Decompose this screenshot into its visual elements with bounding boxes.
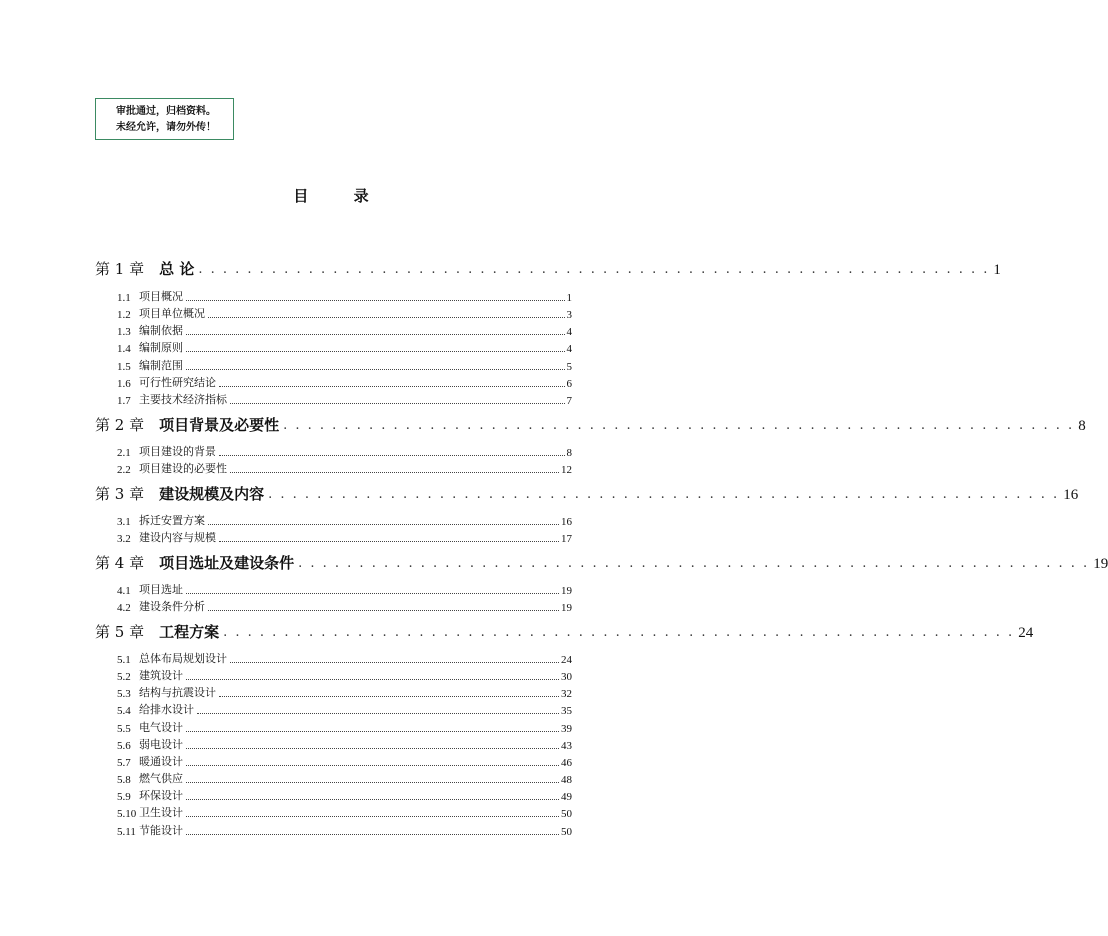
section-page-number: 12 [561, 464, 572, 477]
section-number: 5.7 [117, 756, 131, 769]
section-title: 电气设计 [139, 720, 183, 734]
section-number: 1.2 [117, 309, 131, 322]
toc-section-2-1[interactable] [117, 443, 572, 459]
section-title: 给排水设计 [139, 703, 194, 717]
section-page-number: 16 [561, 516, 572, 528]
section-number: 5.3 [117, 688, 131, 701]
chapter-number: 第 5 章 [95, 623, 145, 641]
leader-dots: . . . . . . . . . . . . . . . . . . . . . . . . . . . . . . . . . . . . . . . . . . . . . . . . . . . . . . . . . . . . . . . . . [198, 262, 990, 277]
section-title: 节能设计 [139, 823, 183, 837]
section-page-number: 6 [566, 377, 572, 390]
section-title: 主要技术经济指标 [139, 392, 227, 406]
leader-dots [197, 712, 559, 714]
leader-dots [186, 815, 559, 817]
section-number: 4.1 [117, 585, 131, 597]
toc-section-5-2[interactable] [117, 667, 572, 683]
section-title: 编制依据 [139, 324, 183, 338]
section-page-number: 39 [561, 722, 572, 735]
section-title: 建筑设计 [139, 669, 183, 683]
section-title: 项目单位概况 [139, 307, 205, 321]
leader-dots [186, 833, 559, 835]
section-number: 3.1 [117, 516, 131, 528]
toc-section-1-1[interactable] [117, 288, 572, 304]
section-number: 5.5 [117, 722, 131, 735]
section-page-number: 19 [561, 585, 572, 597]
section-number: 5.11 [117, 825, 136, 838]
section-number: 1.6 [117, 377, 131, 390]
section-page-number: 35 [561, 705, 572, 718]
leader-dots [186, 592, 559, 594]
leader-dots [219, 454, 565, 456]
section-number: 1.1 [117, 292, 131, 304]
section-number: 5.10 [117, 808, 137, 821]
notice-line-1: 审批通过，归档资料。 [116, 106, 216, 117]
section-title: 项目选址 [139, 583, 183, 596]
chapter-title: 项目选址及建设条件 [159, 554, 295, 572]
leader-dots [230, 402, 565, 404]
section-title: 环保设计 [139, 789, 183, 803]
toc-section-4-1[interactable] [117, 581, 572, 597]
section-number: 5.9 [117, 791, 131, 804]
section-number: 5.8 [117, 774, 131, 787]
section-title: 编制原则 [139, 341, 183, 355]
leader-dots [186, 299, 565, 301]
leader-dots [219, 540, 559, 542]
toc-section-5-1[interactable] [117, 650, 572, 666]
toc-chapter-2[interactable] [95, 413, 1086, 435]
section-page-number: 5 [566, 360, 572, 373]
toc-section-3-1[interactable] [117, 512, 572, 528]
toc-chapter-3[interactable] [95, 482, 1079, 504]
toc-section-5-7[interactable] [117, 753, 572, 769]
section-page-number: 48 [561, 774, 572, 787]
chapter-number: 第 1 章 [95, 260, 145, 278]
chapter-number: 第 4 章 [95, 554, 145, 572]
toc-section-1-5[interactable] [117, 357, 572, 373]
section-number: 1.3 [117, 326, 131, 339]
leader-dots [219, 695, 559, 697]
section-number: 1.7 [117, 394, 131, 407]
section-title: 卫生设计 [139, 806, 183, 820]
section-title: 总体布局规划设计 [139, 652, 227, 665]
leader-dots [186, 764, 559, 766]
leader-dots [186, 678, 559, 680]
leader-dots [186, 368, 565, 370]
toc-section-5-6[interactable] [117, 736, 572, 752]
leader-dots [208, 523, 559, 525]
confidential-notice-box [95, 98, 234, 140]
section-page-number: 24 [561, 654, 572, 666]
section-page-number: 3 [566, 309, 572, 322]
toc-chapter-4[interactable] [95, 551, 1108, 573]
section-title: 结构与抗震设计 [139, 686, 216, 700]
leader-dots [219, 385, 565, 387]
toc-section-2-2[interactable] [117, 460, 572, 476]
toc-section-5-11[interactable] [117, 822, 572, 838]
toc-section-1-4[interactable] [117, 339, 572, 355]
chapter-page-number: 16 [1063, 487, 1079, 503]
section-page-number: 4 [566, 326, 572, 339]
leader-dots [208, 316, 565, 318]
chapter-page-number: 24 [1018, 625, 1034, 641]
chapter-page-number: 19 [1093, 556, 1108, 572]
section-number: 4.2 [117, 602, 131, 615]
leader-dots [230, 471, 559, 473]
section-page-number: 30 [561, 671, 572, 684]
notice-line-2: 未经允许，请勿外传！ [116, 122, 216, 133]
section-number: 1.5 [117, 360, 131, 373]
toc-section-5-5[interactable] [117, 719, 572, 735]
leader-dots: . . . . . . . . . . . . . . . . . . . . . . . . . . . . . . . . . . . . . . . . . . . . . . . . . . . . . . . . . . . . . . . . . [268, 487, 1060, 502]
section-page-number: 1 [566, 292, 572, 304]
toc-section-1-3[interactable] [117, 322, 572, 338]
section-page-number: 8 [566, 447, 572, 459]
leader-dots [186, 781, 559, 783]
leader-dots [186, 350, 565, 352]
section-title: 拆迁安置方案 [139, 514, 205, 527]
chapter-number: 第 3 章 [95, 485, 145, 503]
section-title: 项目概况 [139, 290, 183, 303]
leader-dots [186, 747, 559, 749]
section-title: 可行性研究结论 [139, 375, 216, 389]
section-page-number: 43 [561, 739, 572, 752]
section-number: 5.1 [117, 654, 131, 666]
leader-dots: . . . . . . . . . . . . . . . . . . . . . . . . . . . . . . . . . . . . . . . . . . . . . . . . . . . . . . . . . . . . . . . . . [283, 418, 1075, 433]
section-page-number: 17 [561, 533, 572, 546]
chapter-page-number: 1 [993, 262, 1001, 278]
section-number: 2.1 [117, 447, 131, 459]
chapter-title: 建设规模及内容 [159, 485, 265, 503]
section-number: 3.2 [117, 533, 131, 546]
section-page-number: 46 [561, 756, 572, 769]
toc-section-5-10[interactable] [117, 804, 572, 820]
leader-dots: . . . . . . . . . . . . . . . . . . . . . . . . . . . . . . . . . . . . . . . . . . . . . . . . . . . . . . . . . . . . . . . . . [298, 556, 1090, 571]
leader-dots [186, 798, 559, 800]
chapter-title: 总 论 [159, 260, 195, 278]
section-title: 燃气供应 [139, 772, 183, 786]
toc-chapter-1[interactable] [95, 257, 1001, 279]
section-page-number: 50 [561, 825, 572, 838]
section-title: 编制范围 [139, 358, 183, 372]
leader-dots [186, 333, 565, 335]
section-page-number: 7 [566, 394, 572, 407]
section-page-number: 4 [566, 343, 572, 356]
section-number: 5.4 [117, 705, 131, 718]
section-page-number: 50 [561, 808, 572, 821]
toc-section-5-3[interactable] [117, 684, 572, 700]
chapter-title: 工程方案 [159, 623, 220, 641]
section-page-number: 19 [561, 602, 572, 615]
section-title: 项目建设的背景 [139, 445, 216, 458]
chapter-number: 第 2 章 [95, 416, 145, 434]
toc-section-4-2[interactable] [117, 598, 572, 614]
section-title: 弱电设计 [139, 737, 183, 751]
toc-section-1-7[interactable] [117, 391, 572, 407]
chapter-page-number: 8 [1078, 418, 1086, 434]
section-title: 项目建设的必要性 [139, 462, 227, 476]
chapter-title: 项目背景及必要性 [159, 416, 280, 434]
toc-section-1-6[interactable] [117, 374, 572, 390]
toc-section-3-2[interactable] [117, 529, 572, 545]
toc-chapter-5[interactable] [95, 620, 1034, 642]
toc-title: 目 录 [293, 187, 389, 205]
section-title: 建设内容与规模 [139, 531, 216, 545]
leader-dots [230, 661, 559, 663]
leader-dots: . . . . . . . . . . . . . . . . . . . . . . . . . . . . . . . . . . . . . . . . . . . . . . . . . . . . . . . . . . . . . . . . . [223, 625, 1015, 640]
section-title: 建设条件分析 [139, 600, 205, 614]
section-number: 5.2 [117, 671, 131, 684]
section-number: 1.4 [117, 343, 131, 356]
section-title: 暖通设计 [139, 754, 183, 768]
toc-section-5-4[interactable] [117, 701, 572, 717]
leader-dots [186, 730, 559, 732]
section-number: 5.6 [117, 739, 131, 752]
section-number: 2.2 [117, 464, 131, 477]
section-page-number: 49 [561, 791, 572, 804]
section-page-number: 32 [561, 688, 572, 701]
toc-section-5-9[interactable] [117, 787, 572, 803]
toc-section-1-2[interactable] [117, 305, 572, 321]
toc-section-5-8[interactable] [117, 770, 572, 786]
leader-dots [208, 609, 559, 611]
